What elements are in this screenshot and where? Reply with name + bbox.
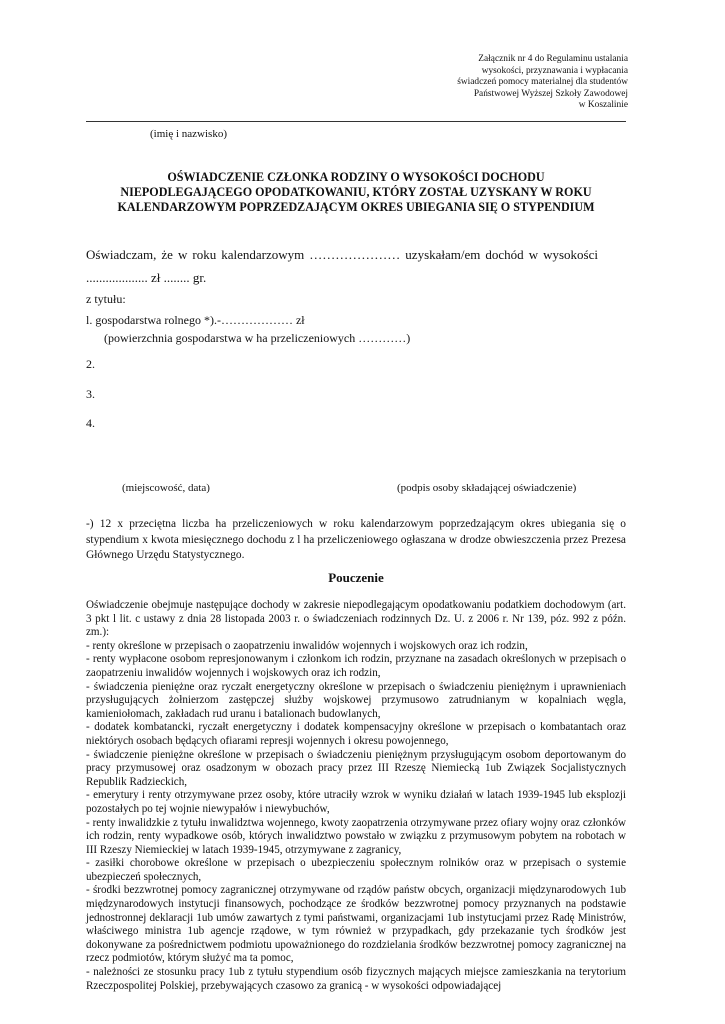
declaration-line <box>86 247 598 263</box>
document-title <box>86 170 626 216</box>
declaration-word: roku <box>192 247 217 262</box>
declaration-word: że <box>161 247 173 262</box>
declaration-word: kalendarzowym <box>221 247 305 262</box>
declaration-word: dochód <box>485 247 524 262</box>
income-item-2[interactable]: 2. <box>86 357 95 371</box>
title-line: NIEPODLEGAJĄCEGO OPODATKOWANIU, KTÓRY ZOSTAŁ UZYSKANY W ROKU <box>120 185 592 200</box>
declaration-word: w <box>177 247 188 262</box>
declaration-word: Oświadczam, <box>86 247 157 262</box>
title-line: OŚWIADCZENIE CZŁONKA RODZINY O WYSOKOŚCI DOCHODU <box>167 170 545 184</box>
annex-line: świadczeń pomocy materialnej dla studentów <box>457 77 628 88</box>
title-line: KALENDARZOWYM POPRZEDZAJĄCYM OKRES UBIEGANIA SIĘ O STYPENDIUM <box>117 200 595 215</box>
income-item-1[interactable]: l. gospodarstwa rolnego *).-……………… zł <box>86 313 305 327</box>
declaration-word: uzyskałam/em <box>405 247 481 262</box>
farm-area-field[interactable]: (powierzchnia gospodarstwa w ha przeliczeniowych …………) <box>104 331 411 345</box>
pouczenie-paragraph: - renty inwalidzkie z tytułu inwalidztwa wojennego, kwoty zaopatrzenia otrzymywane przez ofiary wojny oraz członków ich rodzin, renty wypadkowe osób, których inwalidztwo powstało w związku z przymusowym pobytem na robotach w III Rzeszy Niemieckiej w latach 1939-1945, otrzymywane z zagranicy, <box>86 816 626 856</box>
place-date-caption: (miejscowość, data) <box>122 482 210 494</box>
pouczenie-paragraph: - należności ze stosunku pracy 1ub z tytułu stypendium osób fizycznych mających miejsce zamieszkania na terytorium Rzeczpospolitej Polskiej, przebywających czasowo za granicą - w wysokości odpowiadającej <box>86 966 626 992</box>
annex-line: w Koszalinie <box>578 100 628 111</box>
pouczenie-paragraph: - świadczenia pieniężne oraz ryczałt energetyczny określone w przepisach o świadczeniu pieniężnym i uprawnieniach przysługujących żołnierzom zastępczej służby wojskowej przymusowo zatrudnianym w kopalniach węgla, kamieniołomach, zakładach rud uranu i batalionach budowlanych, <box>86 680 626 720</box>
pouczenie-heading: Pouczenie <box>328 570 384 585</box>
name-underline <box>86 121 626 122</box>
pouczenie-paragraph: - zasiłki chorobowe określone w przepisach o ubezpieczeniu społecznym rolników oraz w przepisach o systemie ubezpieczeń społecznych, <box>86 857 626 883</box>
income-item-3[interactable]: 3. <box>86 387 95 401</box>
amount-field[interactable]: ................... zł ........ gr. <box>86 270 207 285</box>
signature-caption: (podpis osoby składającej oświadczenie) <box>397 482 577 494</box>
name-caption: (imię i nazwisko) <box>150 128 227 140</box>
income-item-4[interactable]: 4. <box>86 416 95 430</box>
pouczenie-paragraph: - renty określone w przepisach o zaopatrzeniu inwalidów wojennych i wojskowych oraz ich rodzin, <box>86 639 528 652</box>
pouczenie-paragraph: - renty wypłacone osobom represjonowanym i członkom ich rodzin, przyznane na zasadach określonych w przepisach o zaopatrzeniu inwalidów wojennych i wojskowych oraz ich rodzin, <box>86 653 626 679</box>
declaration-word: wysokości <box>543 247 598 262</box>
pouczenie-body <box>86 599 626 993</box>
annex-note <box>388 54 628 112</box>
year-blank[interactable]: ………………… <box>309 247 401 262</box>
annex-line: Państwowej Wyższej Szkoły Zawodowej <box>473 88 628 99</box>
annex-line: wysokości, przyznawania i wypłacania <box>481 65 628 76</box>
pouczenie-paragraph: - środki bezzwrotnej pomocy zagranicznej otrzymywane od rządów państw obcych, organizacji międzynarodowych 1ub międzynarodowych instytucji finansowych, pochodzące ze środków bezzwrotnej pomocy przyznanych na podstawie jednostronnej deklaracji 1ub umów zawartych z tymi państwami, organizacjami 1ub instytucjami przez Radę Ministrów, właściwego ministra 1ub agencje rządowe, w tym również w przypadkach, gdy przekazanie tych środków jest dokonywane za pośrednictwem podmiotu upoważnionego do rozdzielania środków bezzwrotnej pomocy zagranicznej na rzecz podmiotów, którym służyć ma ta pomoc, <box>86 884 626 965</box>
annex-line: Załącznik nr 4 do Regulaminu ustalania <box>478 54 628 64</box>
declaration-word: w <box>528 247 539 262</box>
pouczenie-paragraph: Oświadczenie obejmuje następujące dochody w zakresie niepodlegającym opodatkowaniu podatkiem dochodowym (art. 3 pkt l lit. c ustawy z dnia 28 listopada 2003 r. o świadczeniach rodzinnych Dz. U. z 2006 r. Nr 139, póz. 992 z późn. zm.): <box>86 599 626 639</box>
pouczenie-paragraph: - emerytury i renty otrzymywane przez osoby, które utraciły wzrok w wyniku działań w latach 1939-1945 lub eksplozji pozostałych po tej wojnie niewypałów i niewybuchów, <box>86 789 626 815</box>
pouczenie-paragraph: - dodatek kombatancki, ryczałt energetyczny i dodatek kompensacyjny określone w przepisach o kombatantach oraz niektórych osobach będących ofiarami represji wojennych i okresu powojennego, <box>86 721 626 747</box>
pouczenie-paragraph: - świadczenie pieniężne określone w przepisach o świadczeniu pieniężnym przysługującym osobom deportowanym do pracy przymusowej oraz osadzonym w obozach pracy przez III Rzeszę Niemiecką 1ub Związek Socjalistycznych Republik Radzieckich, <box>86 748 626 788</box>
title-label: z tytułu: <box>86 292 126 306</box>
footnote: -) 12 x przeciętna liczba ha przeliczeniowych w roku kalendarzowym poprzedzającym okres ubiegania się o stypendium x kwota miesięcznego dochodu z l ha przeliczeniowego ogłaszana w drodze obwieszczenia przez Prezesa Głównego Urzędu Statystycznego. <box>86 518 626 561</box>
